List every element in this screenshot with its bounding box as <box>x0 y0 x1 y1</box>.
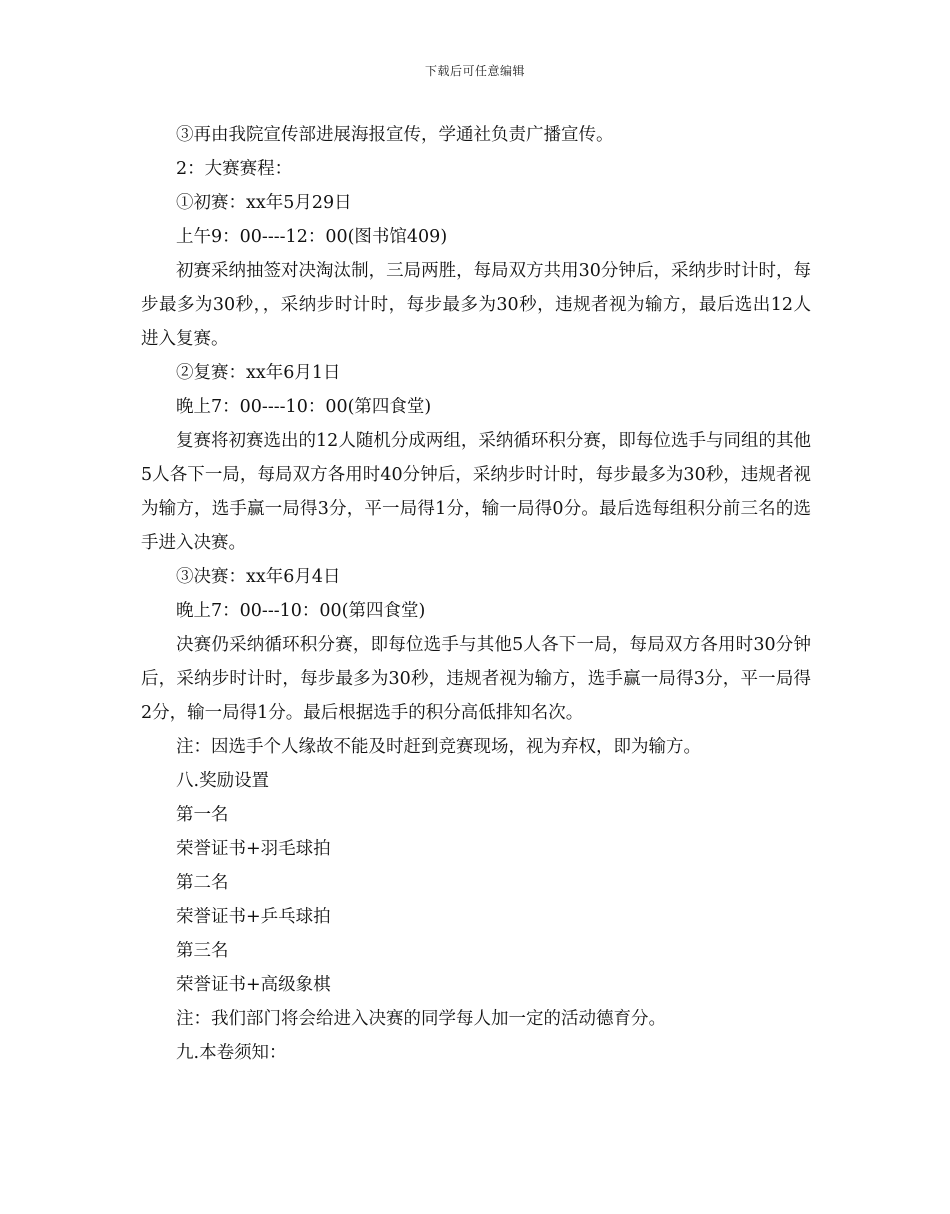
paragraph-second-place: 第二名 <box>176 873 229 893</box>
paragraph-final-rules: 决赛仍采纳循环积分赛，即每位选手与其他5人各下一局，每局双方各用时30分钟后，采纳步时计时，每步最多为30秒，违规者视为输方，选手赢一局得3分，平一局得2分，输一局得1分。最后根据选手的积分高低排知名次。 <box>141 635 811 723</box>
paragraph-second-prize: 荣誉证书+乒乓球拍 <box>176 907 331 927</box>
paragraph-awards-heading: 八.奖励设置 <box>176 771 270 791</box>
document-body <box>141 118 811 1070</box>
paragraph-preliminary-time: 上午9：00----12：00(图书馆409) <box>176 227 448 247</box>
paragraph-preliminary-date: ①初赛：xx年5月29日 <box>176 193 352 213</box>
paragraph-publicity: ③再由我院宣传部进展海报宣传，学通社负责广播宣传。 <box>176 125 614 145</box>
paragraph-semifinal-date: ②复赛：xx年6月1日 <box>176 363 341 383</box>
paragraph-final-date: ③决赛：xx年6月4日 <box>176 567 341 587</box>
paragraph-schedule-heading: 2：大赛赛程： <box>176 159 293 179</box>
paragraph-final-time: 晚上7：00---10：00(第四食堂) <box>176 601 426 621</box>
paragraph-preliminary-rules: 初赛采纳抽签对决淘汰制，三局两胜，每局双方共用30分钟后，采纳步时计时，每步最多为30秒，，采纳步时计时，每步最多为30秒，违规者视为输方，最后选出12人进入复赛。 <box>141 261 811 349</box>
paragraph-forfeit-note: 注：因选手个人缘故不能及时赶到竞赛现场，视为弃权，即为输方。 <box>176 737 701 757</box>
paragraph-semifinal-time: 晚上7：00----10：00(第四食堂) <box>176 397 432 417</box>
paragraph-semifinal-rules: 复赛将初赛选出的12人随机分成两组，采纳循环积分赛，即每位选手与同组的其他5人各下一局，每局双方各用时40分钟后，采纳步时计时，每步最多为30秒，违规者视为输方，选手赢一局得3分，平一局得1分，输一局得0分。最后选每组积分前三名的选手进入决赛。 <box>141 431 811 553</box>
paragraph-first-prize: 荣誉证书+羽毛球拍 <box>176 839 331 859</box>
paragraph-third-prize: 荣誉证书+高级象棋 <box>176 975 331 995</box>
page-header: 下载后可任意编辑 <box>424 64 525 78</box>
paragraph-third-place: 第三名 <box>176 941 229 961</box>
paragraph-first-place: 第一名 <box>176 805 229 825</box>
paragraph-notice-heading: 九.本卷须知： <box>176 1043 287 1063</box>
paragraph-credit-note: 注：我们部门将会给进入决赛的同学每人加一定的活动德育分。 <box>176 1009 666 1029</box>
